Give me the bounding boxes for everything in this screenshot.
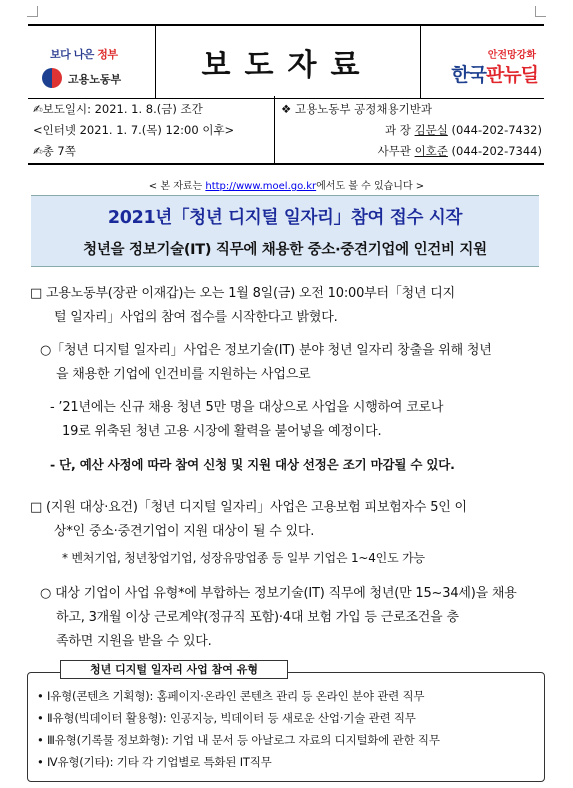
website-notice: < 본 자료는 http://www.moel.go.kr에서도 볼 수 있습니다 > (148, 181, 425, 192)
press-release-title: 보도자료 (155, 26, 421, 98)
government-slogan: 보다 나은 정부 (50, 48, 118, 61)
ministry-name: 고용노동부 (68, 73, 122, 86)
contact-officer: 사무관 이호준 (044-202-7344) (377, 144, 542, 158)
ministry-logo (28, 26, 156, 98)
internet-release-time: <인터넷 2021. 1. 7.(목) 12:00 이후> (33, 123, 235, 137)
paragraph-2: ○「청년 디지털 일자리」사업은 정보기술(IT) 분야 청년 일자리 창출을 위해 청년 을 채용한 기업에 인건비를 지원하는 사업으로 (40, 343, 492, 382)
paragraph-6: ○ 대상 기업이 사업 유형*에 부합하는 정보기술(IT) 직무에 청년(만 15~34세)을 채용 하고, 3개월 이상 근로계약(정규직 포함)·4대 보험 가입 등 근로조건을 충 족하면 지원을 받을 수 있다. (40, 586, 517, 649)
headline-title: 2021년「청년 디지털 일자리」참여 접수 시작 (107, 208, 463, 228)
headline-subtitle: 청년을 정보기술(IT) 직무에 채용한 중소·중견기업에 인건비 지원 (83, 242, 487, 258)
type-item: • Ⅱ유형(빅데이터 활용형): 인공지능, 빅데이터 등 새로운 산업·기술 관련 직무 (37, 711, 416, 725)
headline-band (31, 195, 539, 267)
participation-types-title: 청년 디지털 일자리 사업 참여 유형 (60, 660, 288, 679)
korean-new-deal-logo: 안전망강화 한국판뉴딜 (451, 50, 538, 86)
paragraph-3: - ’21년에는 신규 채용 청년 5만 명을 대상으로 사업을 시행하여 코로나 19로 위축된 청년 고용 시장에 활력을 불어넣을 예정이다. (50, 400, 444, 439)
release-info (28, 96, 544, 165)
press-header (28, 24, 544, 99)
page-count: ✍총 7쪽 (33, 144, 76, 158)
crop-mark-right (535, 6, 546, 17)
paragraph-5: □ (지원 대상·요건)「청년 디지털 일자리」사업은 고용보험 피보험자수 5인 이 상*인 중소·중견기업이 지원 대상이 될 수 있다. (30, 500, 467, 539)
type-item: • Ⅲ유형(기록물 정보화형): 기업 내 문서 등 아날로그 자료의 디지털화에 관한 직무 (37, 733, 440, 747)
crop-mark-left (27, 6, 38, 17)
paragraph-4: - 단, 예산 사정에 따라 참여 신청 및 지원 대상 선정은 조기 마감될 수 있다. (50, 457, 455, 472)
release-date: ✍보도일시: 2021. 1. 8.(금) 조간 (33, 102, 203, 116)
paragraph-1: □ 고용노동부(장관 이재갑)는 오는 1월 8일(금) 오전 10:00부터「청년 디지 털 일자리」사업의 참여 접수를 시작한다고 밝혔다. (30, 286, 456, 325)
footnote: * 벤처기업, 청년창업기업, 성장유망업종 등 일부 기업은 1~4인도 가능 (62, 551, 425, 565)
department: ❖ 고용노동부 공정채용기반과 (281, 102, 432, 116)
contact-chief: 과 장 김문실 (044-202-7432) (385, 123, 542, 137)
type-item: • Ⅰ유형(콘텐츠 기획형): 홈페이지·온라인 콘텐츠 관리 등 온라인 분야 관련 직무 (37, 689, 425, 703)
type-item: • Ⅳ유형(기타): 기타 각 기업별로 특화된 IT직무 (37, 755, 272, 769)
taegeuk-emblem-icon (42, 68, 62, 88)
ministry-website-link[interactable]: http://www.moel.go.kr (205, 181, 317, 192)
